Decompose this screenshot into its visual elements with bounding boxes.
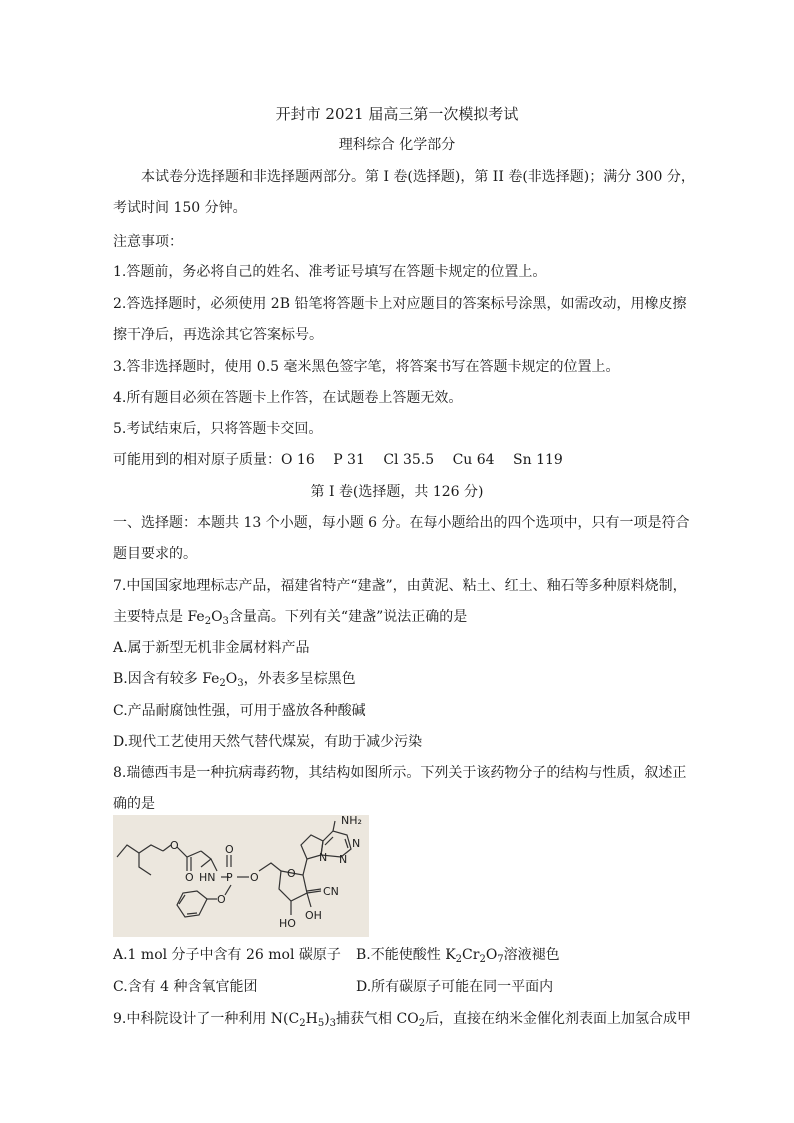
q8-stem-continued: 确的是: [113, 796, 155, 812]
q9-stem: [113, 1009, 691, 1029]
ester-oxygen-label: O: [170, 839, 179, 852]
intro-line-1: 本试卷分选择题和非选择题两部分。第 I 卷(选择题)，第 II 卷(非选择题)；满分 300 分，: [141, 169, 695, 185]
q9-stem-text: H: [305, 1011, 318, 1027]
hydroxyl-label: OH: [305, 909, 322, 922]
q8-option-c: C.含有 4 种含氧官能团: [113, 979, 258, 995]
subscript: 3: [237, 678, 244, 689]
subscript: 2: [219, 678, 226, 689]
q7-option-a: A.属于新型无机非金属材料产品: [113, 640, 310, 656]
subscript: 5: [317, 1018, 325, 1029]
carbonyl-oxygen-label: O: [185, 871, 194, 884]
notice-item: 3.答非选择题时，使用 0.5 毫米黑色签字笔，将答案书写在答题卡规定的位置上。: [113, 359, 620, 375]
q8-option-b-text: Cr: [462, 947, 480, 963]
q9-stem-text: 后，直接在纳米金催化剂表面上加氢合成甲: [425, 1011, 692, 1027]
atomic-mass-label: 可能用到的相对原子质量：: [113, 452, 281, 468]
q8-option-b-text: 溶液褪色: [503, 947, 560, 963]
notice-item-continued: 擦干净后，再选涂其它答案标号。: [113, 327, 323, 343]
ether-oxygen-label: O: [250, 871, 259, 884]
q7-stem-text: 主要特点是 Fe: [113, 609, 205, 625]
phosphoryl-oxygen-label: O: [225, 843, 234, 856]
q8-stem: 8.瑞德西韦是一种抗病毒药物，其结构如图所示。下列关于该药物分子的结构与性质，叙述正: [113, 765, 687, 781]
q7-stem: 7.中国国家地理标志产品，福建省特产“建盏”，由黄泥、粘土、红土、釉石等多种原料烧制，: [113, 578, 687, 594]
q9-stem-text: 捕获气相 CO: [336, 1011, 419, 1027]
q8-option-d: D.所有碳原子可能在同一平面内: [356, 979, 554, 995]
atomic-mass-line: [113, 450, 563, 470]
subscript: 2: [204, 616, 212, 627]
part1-instruction-continued: 题目要求的。: [113, 546, 197, 562]
q9-stem-text: ): [324, 1011, 330, 1027]
hn-label: HN: [199, 871, 216, 884]
notice-item: 4.所有题目必须在答题卡上作答，在试题卷上答题无效。: [113, 390, 463, 406]
hydroxyl-label: HO: [279, 917, 296, 930]
part1-heading: 第 I 卷(选择题，共 126 分): [310, 484, 484, 500]
phenoxy-oxygen-label: O: [217, 893, 226, 906]
subscript: 3: [329, 1018, 337, 1029]
exam-title: 开封市 2021 届高三第一次模拟考试: [275, 105, 519, 123]
subscript: 7: [497, 954, 504, 965]
nitrile-label: CN: [323, 885, 339, 898]
notice-item: 5.考试结束后，只将答题卡交回。: [113, 421, 323, 437]
q7-stem-text: 含量高。下列有关“建盏”说法正确的是: [228, 609, 468, 625]
notice-item: 1.答题前，务必将自己的姓名、准考证号填写在答题卡规定的位置上。: [113, 264, 547, 280]
q7-option-b-text: ，外表多呈棕黑色: [243, 671, 356, 687]
nh2-label: NH₂: [341, 815, 362, 827]
bridge-nitrogen-label: N: [319, 851, 328, 864]
notice-heading: 注意事项：: [113, 234, 183, 250]
intro-line-2: 考试时间 150 分钟。: [113, 200, 247, 216]
q8-option-b-text: O: [485, 947, 498, 963]
q9-stem-text: 9.中科院设计了一种利用 N(C: [113, 1011, 300, 1027]
remdesivir-structure-figure: [113, 815, 369, 937]
triazine-nitrogen-label: N: [352, 837, 361, 850]
q8-option-b: [356, 945, 560, 965]
triazine-nitrogen-label: N: [339, 853, 348, 866]
q8-option-a: A.1 mol 分子中含有 26 mol 碳原子: [113, 947, 341, 963]
subscript: 2: [479, 954, 486, 965]
q7-option-d: D.现代工艺使用天然气替代煤炭，有助于减少污染: [113, 734, 423, 750]
exam-subtitle: 理科综合 化学部分: [338, 137, 456, 153]
q7-option-c: C.产品耐腐蚀性强，可用于盛放各种酸碱: [113, 703, 366, 719]
q7-stem-continued: [113, 607, 467, 627]
subscript: 2: [455, 954, 463, 965]
q7-option-b-text: B.因含有较多 Fe: [113, 671, 220, 687]
structure-diagram: [113, 815, 369, 937]
subscript: 2: [299, 1018, 306, 1029]
q7-option-b: [113, 669, 356, 689]
part1-instruction: 一、选择题：本题共 13 个小题，每小题 6 分。在每小题给出的四个选项中，只有一项是符合: [113, 515, 690, 531]
subscript: 3: [222, 616, 229, 627]
notice-item: 2.答选择题时，必须使用 2B 铅笔将答题卡上对应题目的答案标号涂黑，如需改动，用橡皮擦: [113, 296, 687, 312]
ring-oxygen-label: O: [287, 867, 296, 880]
atomic-mass-values: O 16 P 31 Cl 35.5 Cu 64 Sn 119: [281, 452, 563, 468]
subscript: 2: [418, 1018, 426, 1029]
q7-option-b-text: O: [225, 671, 238, 687]
q7-stem-text: O: [211, 609, 223, 625]
phosphorus-label: P: [226, 871, 233, 884]
q8-option-b-text: B.不能使酸性 K: [356, 947, 456, 963]
